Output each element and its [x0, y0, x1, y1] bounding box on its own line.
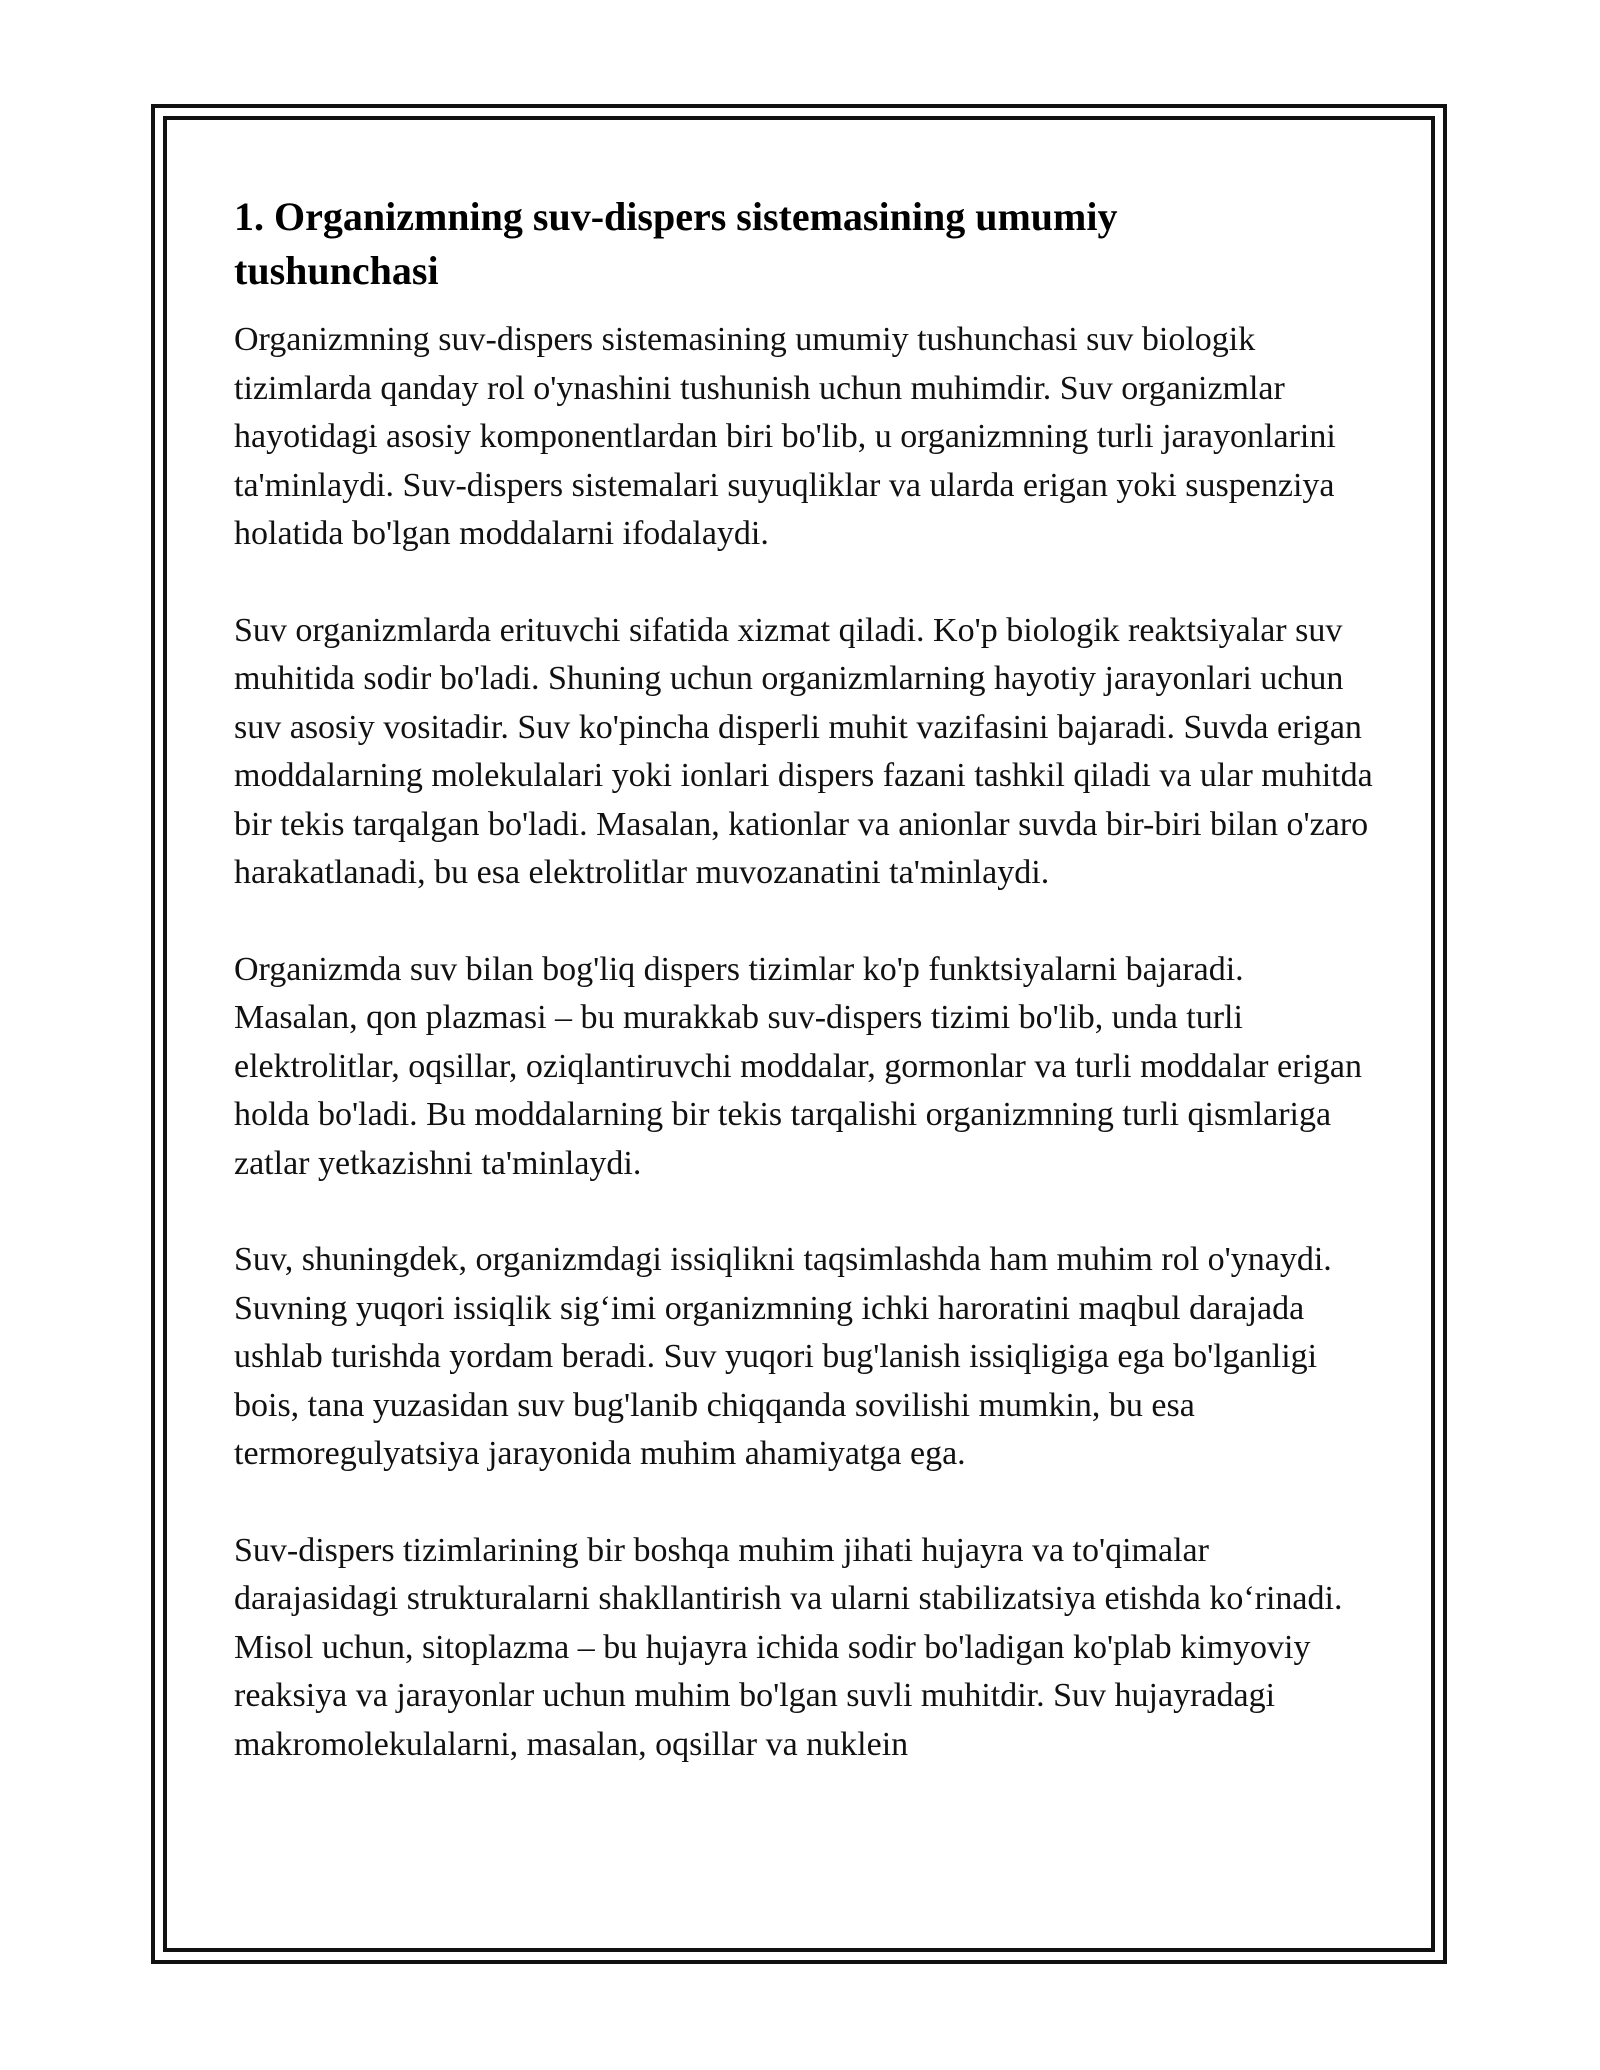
- paragraph-2: Suv organizmlarda erituvchi sifatida xizmat qiladi. Ko'p biologik reaktsiyalar suv muhitida sodir bo'ladi. Shuning uchun organizmlarning hayotiy jarayonlari uchun suv asosiy vositadir. Suv ko'pincha disperli muhit vazifasini bajaradi. Suvda erigan moddalarning molekulalari yoki ionlari dispers fazani tashkil qiladi va ular muhitda bir tekis tarqalgan bo'ladi. Masalan, kationlar va anionlar suvda bir-biri bilan o'zaro harakatlanadi, bu esa elektrolitlar muvozanatini ta'minlaydi.: [234, 611, 1373, 891]
- document-body: [234, 190, 1374, 1817]
- section-heading: 1. Organizmning suv-dispers sistemasining umumiy tushunchasi: [234, 194, 1118, 293]
- paragraph-3: Organizmda suv bilan bog'liq dispers tizimlar ko'p funktsiyalarni bajaradi. Masalan, qon plazmasi – bu murakkab suv-dispers tizimi bo'lib, unda turli elektrolitlar, oqsillar, oziqlantiruvchi moddalar, gormonlar va turli moddalar erigan holda bo'ladi. Bu moddalarning bir tekis tarqalishi organizmning turli qismlariga zatlar yetkazishni ta'minlaydi.: [234, 950, 1362, 1182]
- paragraph-1: Organizmning suv-dispers sistemasining umumiy tushunchasi suv biologik tizimlarda qanday rol o'ynashini tushunish uchun muhimdir. Suv organizmlar hayotidagi asosiy komponentlardan biri bo'lib, u organizmning turli jarayonlarini ta'minlaydi. Suv-dispers sistemalari suyuqliklar va ularda erigan yoki suspenziya holatida bo'lgan moddalarni ifodalaydi.: [234, 321, 1336, 552]
- paragraph-4: Suv, shuningdek, organizmdagi issiqlikni taqsimlashda ham muhim rol o'ynaydi. Suvning yuqori issiqlik sig‘imi organizmning ichki haroratini maqbul darajada ushlab turishda yordam beradi. Suv yuqori bug'lanish issiqligiga ega bo'lganligi bois, tana yuzasidan suv bug'lanib chiqqanda sovilishi mumkin, bu esa termoregulyatsiya jarayonida muhim ahamiyatga ega.: [234, 1241, 1332, 1472]
- paragraph-5: Suv-dispers tizimlarining bir boshqa muhim jihati hujayra va to'qimalar darajasidagi strukturalarni shakllantirish va ularni stabilizatsiya etishda ko‘rinadi. Misol uchun, sitoplazma – bu hujayra ichida sodir bo'ladigan ko'plab kimyoviy reaksiya va jarayonlar uchun muhim bo'lgan suvli muhitdir. Suv hujayradagi makromolekulalarni, masalan, oqsillar va nuklein: [234, 1531, 1343, 1763]
